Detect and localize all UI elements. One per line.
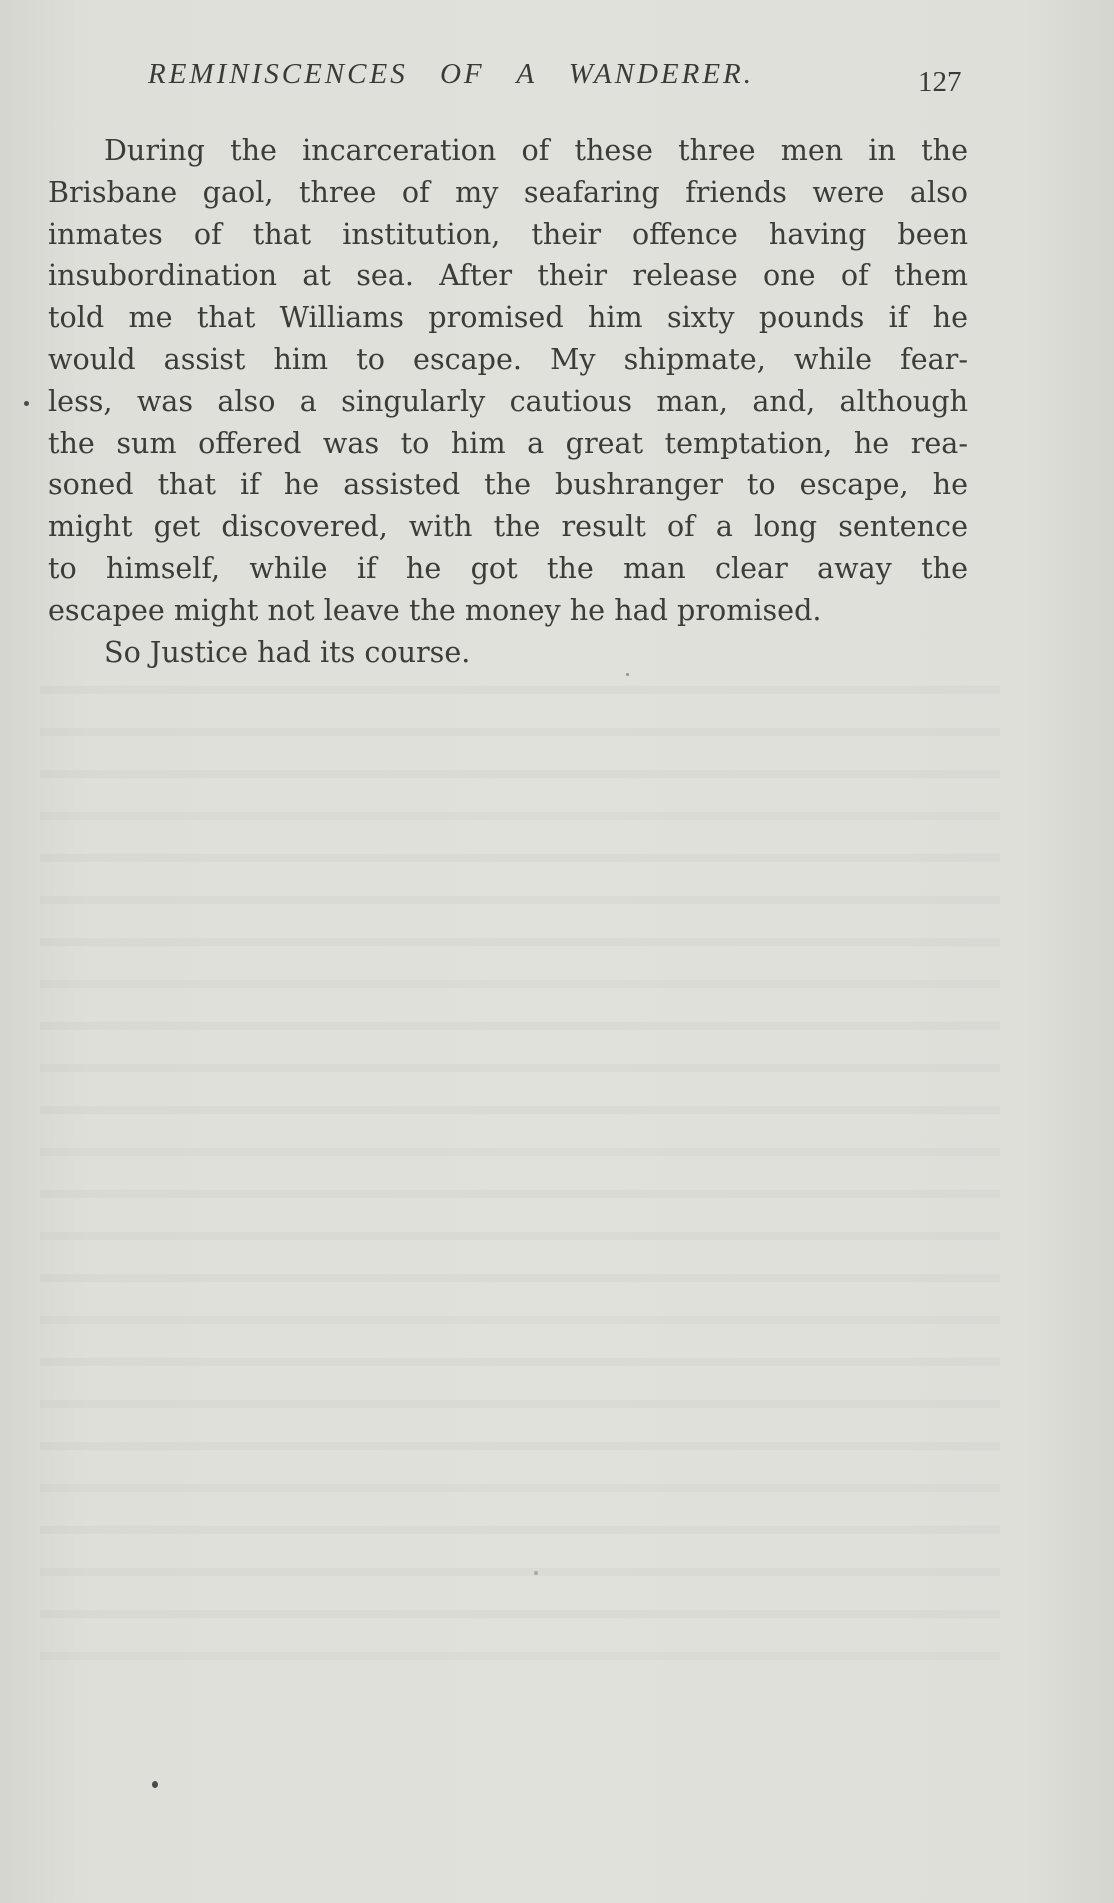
margin-speck xyxy=(152,1781,158,1788)
text-line: Brisbane gaol, three of my seafaring friends were also xyxy=(48,174,968,209)
text-line: told me that Williams promised him sixty pounds if he xyxy=(48,300,968,335)
text-line: soned that if he assisted the bushranger to escape, he xyxy=(48,467,968,502)
text-line: escapee might not leave the money he had promised. xyxy=(48,592,822,627)
text-line: might get discovered, with the result of a long sentence xyxy=(48,509,968,544)
margin-speck xyxy=(534,1571,538,1575)
margin-speck xyxy=(24,401,29,406)
body-text xyxy=(48,130,968,673)
text-line: During the incarceration of these three men in the xyxy=(104,133,968,167)
margin-speck xyxy=(626,673,629,676)
show-through-background xyxy=(40,660,1000,1680)
text-line: inmates of that institution, their offence having been xyxy=(48,216,968,251)
text-line: would assist him to escape. My shipmate, while fear- xyxy=(48,341,968,376)
page-number: 127 xyxy=(918,66,962,98)
text-line: less, was also a singularly cautious man, and, although xyxy=(48,383,968,418)
closing-line: So Justice had its course. xyxy=(104,634,471,669)
text-line: insubordination at sea. After their release one of them xyxy=(48,258,968,293)
text-line: to himself, while if he got the man clear away the xyxy=(48,550,968,585)
text-line: the sum offered was to him a great temptation, he rea- xyxy=(48,425,968,460)
running-head: REMINISCENCES OF A WANDERER. xyxy=(148,58,755,90)
